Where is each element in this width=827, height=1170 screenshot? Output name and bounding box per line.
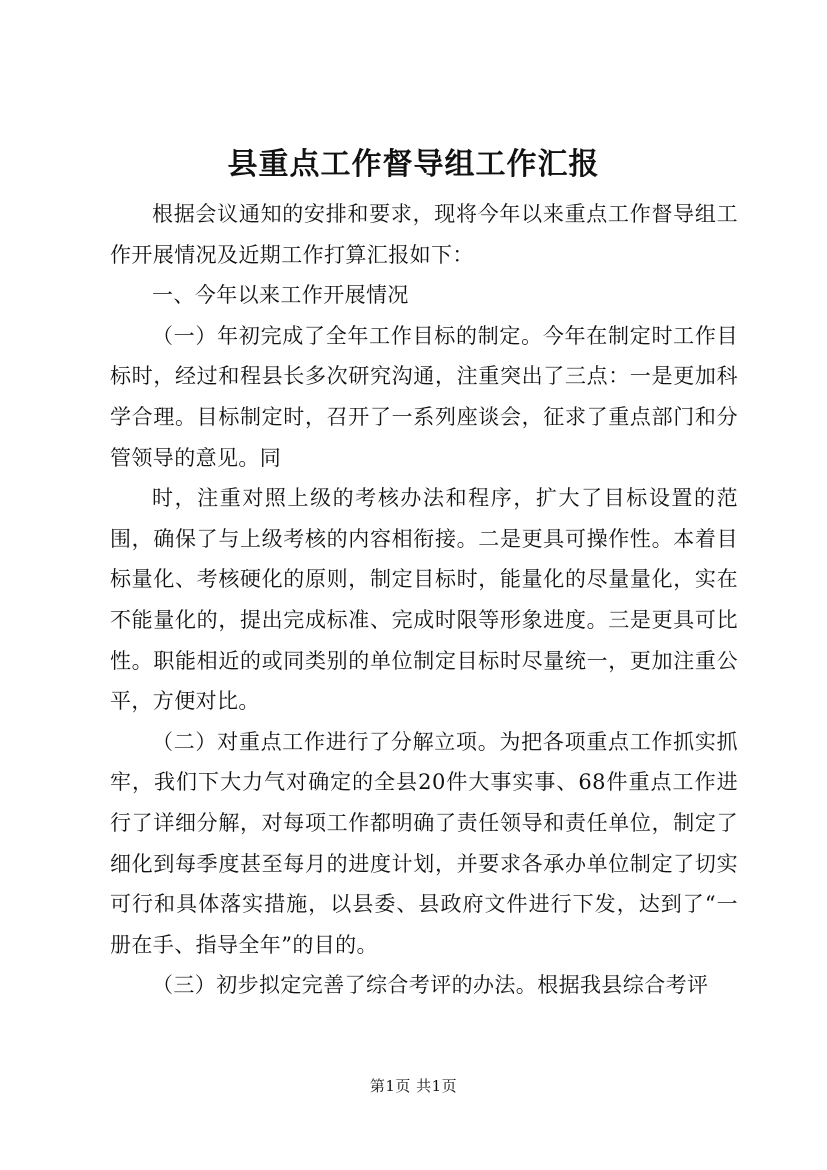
document-title: 县重点工作督导组工作汇报: [227, 147, 600, 182]
section-heading: 一、今年以来工作开展情况: [152, 283, 409, 308]
paragraph-item-2: （二）对重点工作进行了分解立项。为把各项重点工作抓实抓牢，我们下大力气对确定的全县20件大事实事、68件重点工作进行了详细分解，对每项工作都明确了责任领导和责任单位，制定了细化到每季度甚至每月的进度计划，并要求各承办单位制定了切实可行和具体落实措施，以县委、县政府文件进行下发，达到了“一册在手、指导全年”的目的。: [110, 729, 738, 957]
page-number-footer: 第1页 共1页: [369, 1077, 458, 1095]
document-body: [110, 194, 738, 1006]
paragraph-item-1: （一）年初完成了全年工作目标的制定。今年在制定时工作目标时，经过和程县长多次研究沟通，注重突出了三点：一是更加科学合理。目标制定时，召开了一系列座谈会，征求了重点部门和分管领导的意见。同: [110, 323, 738, 470]
paragraph-intro: 根据会议通知的安排和要求，现将今年以来重点工作督导组工作开展情况及近期工作打算汇报如下：: [110, 202, 738, 267]
paragraph-item-1-continued: 时，注重对照上级的考核办法和程序，扩大了目标设置的范围，确保了与上级考核的内容相衔接。二是更具可操作性。本着目标量化、考核硬化的原则，制定目标时，能量化的尽量量化，实在不能量化的，提出完成标准、完成时限等形象进度。三是更具可比性。职能相近的或同类别的单位制定目标时尽量统一，更加注重公平，方便对比。: [110, 486, 738, 714]
paragraph-item-3: （三）初步拟定完善了综合考评的办法。根据我县综合考评: [152, 973, 709, 998]
